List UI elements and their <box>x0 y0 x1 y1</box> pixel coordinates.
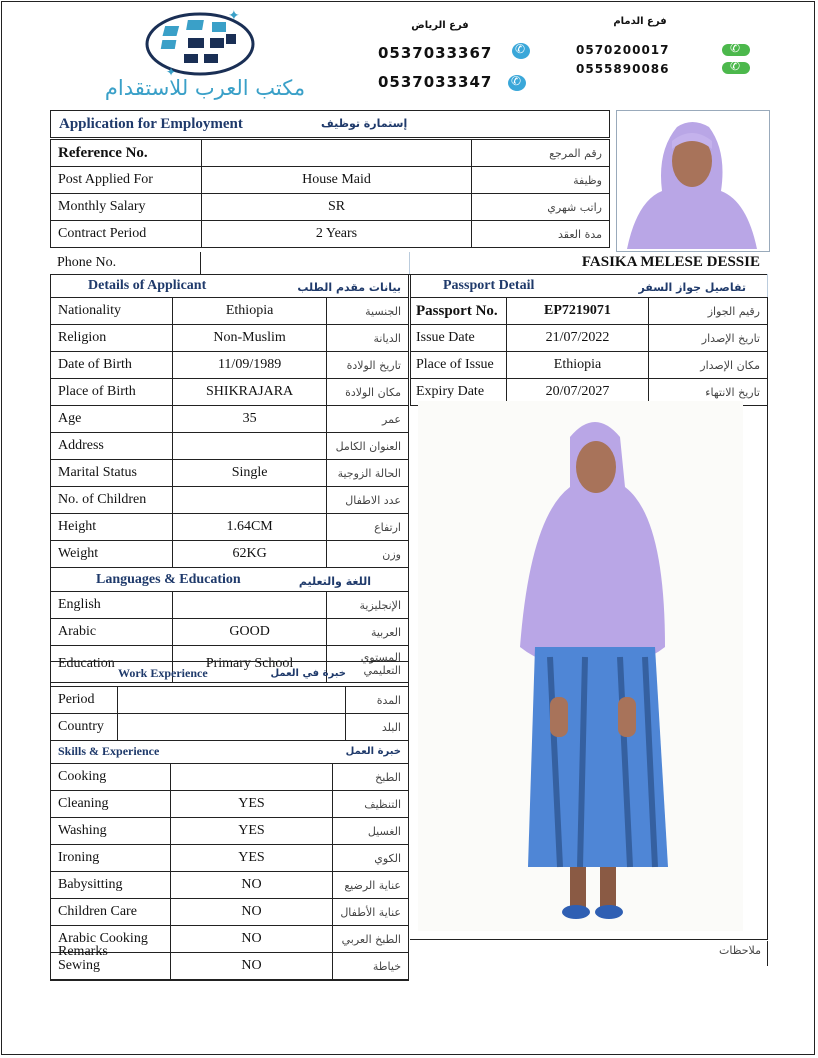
dob-value[interactable]: 11/09/1989 <box>172 352 326 379</box>
passport-title-en: Passport Detail <box>443 278 535 293</box>
work-title-ar: خبرة في العمل <box>270 668 346 679</box>
children-care-label-ar: عناية الأطفال <box>333 899 409 926</box>
expiry-date-label: Expiry Date <box>411 379 507 406</box>
marital-label: Marital Status <box>51 460 173 487</box>
skills-title-ar: خبرة العمل <box>345 746 401 757</box>
applicant-title-en: Details of Applicant <box>88 278 207 293</box>
table-row <box>51 714 409 741</box>
arabic-cooking-label: Arabic Cooking <box>51 926 171 953</box>
nationality-label: Nationality <box>51 298 173 325</box>
children-care-label: Children Care <box>51 899 171 926</box>
work-title-en: Work Experience <box>118 666 208 680</box>
address-label: Address <box>51 433 173 460</box>
whatsapp-icon <box>508 75 526 91</box>
table-row <box>51 298 409 325</box>
address-value[interactable] <box>172 433 326 460</box>
table-row <box>51 352 409 379</box>
table-row <box>51 194 610 221</box>
phone-icon <box>722 44 750 56</box>
period-label: Period <box>51 687 118 714</box>
table-row <box>51 514 409 541</box>
issue-date-label: Issue Date <box>411 325 507 352</box>
passport-table <box>410 274 768 406</box>
phone-label: Phone No. <box>57 255 117 270</box>
sewing-label: Sewing <box>51 953 171 981</box>
period-value[interactable] <box>118 687 346 714</box>
svg-text:✦: ✦ <box>228 9 240 24</box>
ironing-label: Ironing <box>51 845 171 872</box>
cooking-label-ar: الطبخ <box>333 764 409 791</box>
table-row <box>51 791 409 818</box>
sewing-label-ar: خياطة <box>333 953 409 981</box>
education-label-ar: المستوي التعليمي <box>327 646 409 683</box>
full-body-image-icon <box>410 397 766 938</box>
dammam-branch-label: فرع الدمام <box>613 16 667 27</box>
portrait-photo <box>616 110 770 252</box>
children-label-ar: عدد الاطفال <box>327 487 409 514</box>
table-row <box>51 899 409 926</box>
place-of-issue-label: Place of Issue <box>411 352 507 379</box>
remarks-label: Remarks <box>58 944 108 959</box>
post-value[interactable]: House Maid <box>202 167 472 194</box>
logo-text: مكتب العرب للاستقدام <box>104 76 306 100</box>
remarks-label-ar: ملاحظات <box>719 944 761 957</box>
post-label-ar: وظيفة <box>472 167 610 194</box>
reference-value[interactable] <box>202 140 472 167</box>
sewing-value[interactable]: NO <box>171 953 333 981</box>
pob-label: Place of Birth <box>51 379 173 406</box>
table-row <box>51 541 409 568</box>
table-row <box>411 298 768 325</box>
dob-label-ar: تاريخ الولادة <box>327 352 409 379</box>
reference-label-ar: رقم المرجع <box>472 140 610 167</box>
cooking-value[interactable] <box>171 764 333 791</box>
portrait-image-icon <box>617 111 767 249</box>
children-care-value[interactable]: NO <box>171 899 333 926</box>
phone-row <box>50 252 768 275</box>
form-title-bar <box>50 110 610 138</box>
age-label-ar: عمر <box>327 406 409 433</box>
religion-label: Religion <box>51 325 173 352</box>
section-header <box>51 275 409 298</box>
arabic-label-ar: العربية <box>327 619 409 646</box>
washing-label-ar: الغسيل <box>333 818 409 845</box>
passport-no-value[interactable]: EP7219071 <box>507 298 649 325</box>
salary-value[interactable]: SR <box>202 194 472 221</box>
country-value[interactable] <box>118 714 346 741</box>
table-row <box>51 872 409 899</box>
country-label-ar: البلد <box>346 714 409 741</box>
passport-no-label: Passport No. <box>411 298 507 325</box>
work-table <box>50 661 409 741</box>
washing-label: Washing <box>51 818 171 845</box>
expiry-date-value[interactable]: 20/07/2027 <box>507 379 649 406</box>
table-row <box>411 325 768 352</box>
cleaning-label: Cleaning <box>51 791 171 818</box>
cooking-label: Cooking <box>51 764 171 791</box>
table-row <box>51 325 409 352</box>
height-label-ar: ارتفاع <box>327 514 409 541</box>
weight-label: Weight <box>51 541 173 568</box>
table-row <box>51 379 409 406</box>
issue-date-value[interactable]: 21/07/2022 <box>507 325 649 352</box>
applicant-title-ar: بيانات مقدم الطلب <box>297 281 401 294</box>
marital-value[interactable]: Single <box>172 460 326 487</box>
applicant-table <box>50 274 409 683</box>
marital-label-ar: الحالة الزوجية <box>327 460 409 487</box>
table-row <box>51 764 409 791</box>
table-row <box>51 406 409 433</box>
contract-label: Contract Period <box>51 221 202 248</box>
age-label: Age <box>51 406 173 433</box>
period-label-ar: المدة <box>346 687 409 714</box>
place-of-issue-label-ar: مكان الإصدار <box>649 352 768 379</box>
languages-title-en: Languages & Education <box>96 571 241 587</box>
babysitting-label: Babysitting <box>51 872 171 899</box>
post-label: Post Applied For <box>51 167 202 194</box>
pob-label-ar: مكان الولادة <box>327 379 409 406</box>
table-row <box>51 687 409 714</box>
washing-value[interactable]: YES <box>171 818 333 845</box>
table-row <box>51 592 409 619</box>
weight-label-ar: وزن <box>327 541 409 568</box>
table-row <box>51 221 610 248</box>
section-header <box>411 275 768 298</box>
section-header <box>51 662 409 687</box>
religion-value[interactable]: Non-Muslim <box>172 325 326 352</box>
cleaning-value[interactable]: YES <box>171 791 333 818</box>
riyadh-phone-2[interactable]: 0537033347 <box>378 73 493 91</box>
reference-label: Reference No. <box>51 140 202 167</box>
salary-label: Monthly Salary <box>51 194 202 221</box>
full-body-photo <box>410 397 768 940</box>
table-row <box>51 167 610 194</box>
riyadh-branch-label: فرع الرياض <box>411 20 469 31</box>
table-row <box>51 433 409 460</box>
children-value[interactable] <box>172 487 326 514</box>
form-title-en: Application for Employment <box>59 116 243 132</box>
english-value[interactable] <box>172 592 326 619</box>
table-row <box>51 140 610 167</box>
english-label-ar: الإنجليزية <box>327 592 409 619</box>
whatsapp-icon <box>512 43 530 59</box>
riyadh-phone-1[interactable]: 0537033367 <box>378 44 493 62</box>
remarks-row <box>50 941 768 966</box>
phone-icon <box>722 62 750 74</box>
table-row <box>51 818 409 845</box>
age-value[interactable]: 35 <box>172 406 326 433</box>
cleaning-label-ar: التنظيف <box>333 791 409 818</box>
table-row <box>411 352 768 379</box>
passport-no-label-ar: رقيم الجواز <box>649 298 768 325</box>
salary-label-ar: راتب شهري <box>472 194 610 221</box>
languages-title-ar: اللغة والتعليم <box>298 574 371 588</box>
issue-date-label-ar: تاريخ الإصدار <box>649 325 768 352</box>
arabic-label: Arabic <box>51 619 173 646</box>
religion-label-ar: الديانة <box>327 325 409 352</box>
place-of-issue-value[interactable]: Ethiopia <box>507 352 649 379</box>
dammam-phone-2[interactable]: 0555890086 <box>576 62 670 76</box>
table-row <box>51 487 409 514</box>
table-row <box>51 845 409 872</box>
applicant-name: FASIKA MELESE DESSIE <box>581 254 760 270</box>
dob-label: Date of Birth <box>51 352 173 379</box>
education-label: Education <box>51 646 173 683</box>
dammam-phone-1[interactable]: 0570200017 <box>576 43 670 57</box>
nationality-value[interactable]: Ethiopia <box>172 298 326 325</box>
ironing-label-ar: الكوي <box>333 845 409 872</box>
arabic-cooking-label-ar: الطبخ العربي <box>333 926 409 953</box>
english-label: English <box>51 592 173 619</box>
ironing-value[interactable]: YES <box>171 845 333 872</box>
arabic-value[interactable]: GOOD <box>172 619 326 646</box>
contract-value[interactable]: 2 Years <box>202 221 472 248</box>
children-label: No. of Children <box>51 487 173 514</box>
arabic-cooking-value[interactable]: NO <box>171 926 333 953</box>
height-value[interactable]: 1.64CM <box>172 514 326 541</box>
height-label: Height <box>51 514 173 541</box>
address-label-ar: العنوان الكامل <box>327 433 409 460</box>
table-row <box>51 619 409 646</box>
form-title-ar: إستمارة توظيف <box>321 117 408 130</box>
globe-logo-icon <box>140 8 260 78</box>
babysitting-label-ar: عناية الرضيع <box>333 872 409 899</box>
nationality-label-ar: الجنسية <box>327 298 409 325</box>
education-value[interactable]: Primary School <box>172 646 326 683</box>
pob-value[interactable]: SHIKRAJARA <box>172 379 326 406</box>
babysitting-value[interactable]: NO <box>171 872 333 899</box>
contract-label-ar: مدة العقد <box>472 221 610 248</box>
svg-text:✦: ✦ <box>166 65 177 78</box>
section-header <box>51 568 409 592</box>
passport-title-ar: تفاصيل جواز السفر <box>638 281 746 294</box>
top-info-table <box>50 139 610 248</box>
skills-title-en: Skills & Experience <box>58 744 160 758</box>
phone-value[interactable] <box>200 252 410 274</box>
country-label: Country <box>51 714 118 741</box>
table-row <box>51 460 409 487</box>
expiry-date-label-ar: تاريخ الانتهاء <box>649 379 768 406</box>
weight-value[interactable]: 62KG <box>172 541 326 568</box>
section-header <box>51 741 409 764</box>
